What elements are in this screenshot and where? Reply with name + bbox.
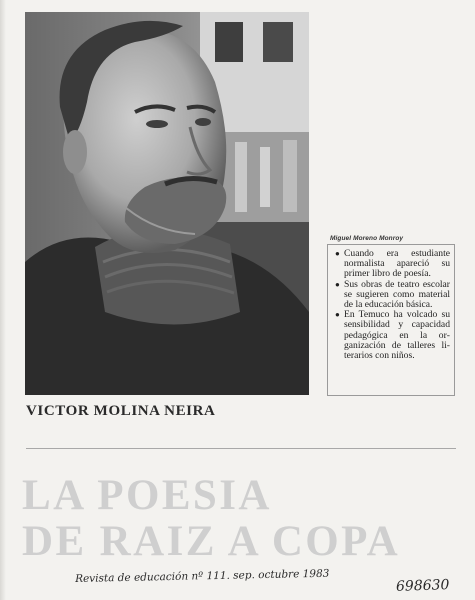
bio-note-item — [335, 310, 450, 361]
bio-note-text: Cuando era estudiante normalista apareció su primer libro de poesía. — [344, 248, 450, 280]
bullet-dot-icon: ● — [335, 310, 340, 320]
bullet-dot-icon: ● — [335, 249, 340, 258]
divider-rule — [26, 448, 456, 449]
page-edge — [0, 0, 6, 600]
bio-note-item — [335, 249, 450, 280]
bio-note-text: Sus obras de teatro escolar se sugieren como material de la educación básica. — [344, 278, 450, 311]
author-name: VICTOR MOLINA NEIRA — [26, 403, 216, 419]
bio-note-item — [335, 280, 450, 311]
biography-notes-box — [327, 244, 455, 396]
bullet-dot-icon: ● — [335, 279, 340, 289]
handwritten-source-note: Revista de educación nº 111. sep. octubre 1983 — [75, 567, 330, 585]
article-title-line-1: LA POESIA — [22, 472, 272, 519]
article-title-line-2: DE RAIZ A COPA — [22, 518, 401, 565]
author-portrait-photo — [25, 12, 309, 395]
catalog-number: 698630 — [395, 577, 450, 595]
photo-credit: Miguel Moreno Monroy — [330, 235, 404, 242]
bio-note-text: En Temuco ha volcado su sensibilidad y capacidad pedagógica en la organización de talleres literarios con niños. — [344, 309, 450, 362]
